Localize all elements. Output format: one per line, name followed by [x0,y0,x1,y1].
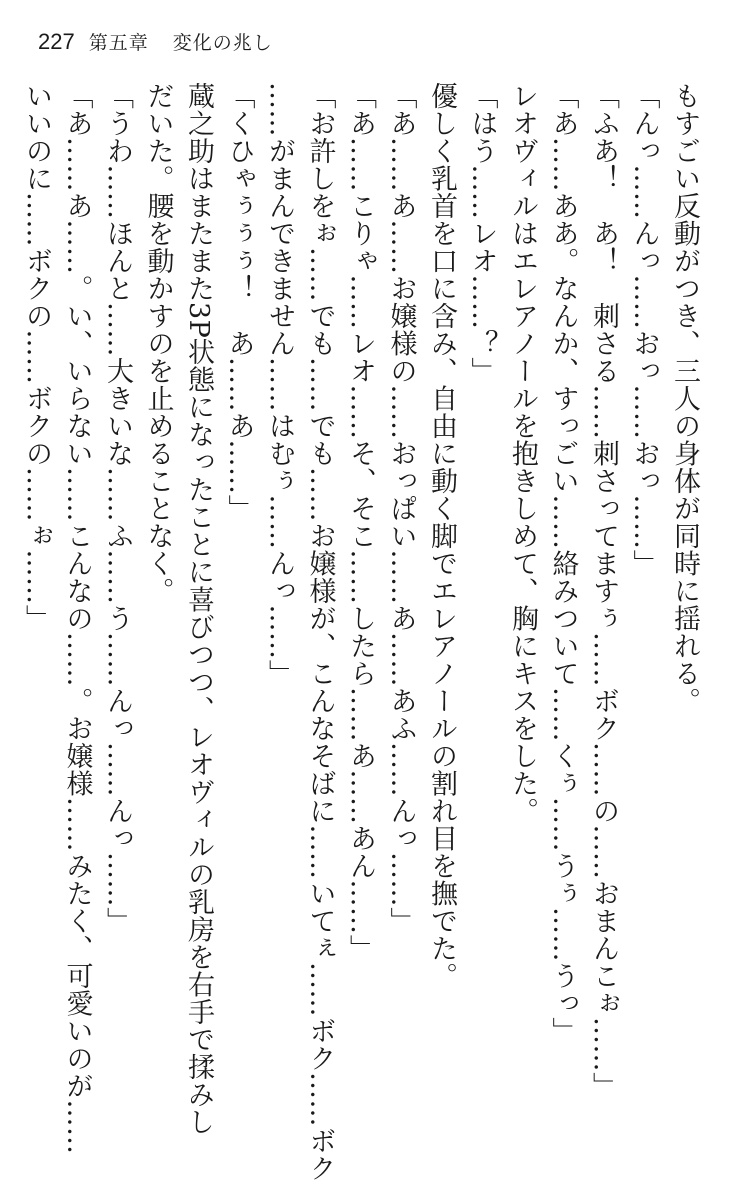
text-line-3: 「ふあ！ あ！ 刺さる……刺さってますぅ……ボク……の……おまんこぉ……」 [588,82,619,1100]
text-line-17: いいのに……ボクの……ボクの……ぉ……」 [21,82,52,632]
text-line-1: もすごい反動がつき、三人の身体が同時に揺れる。 [669,82,700,715]
text-line-16: 「あ……あ……。い、いらない……こんなの……。お嬢様……みたく、可愛いのが…… [61,82,93,1155]
section-title: 変化の兆し [172,32,273,54]
text-line-8: 「あ……あ……お嬢様の……おっぱい……あ……あふ……んっ……」 [385,82,417,935]
running-header [38,28,273,58]
text-line-10: 「お許しをぉ……でも……でも……お嬢様が、こんなそばに……いてぇ……ボク……ボク [304,82,336,1182]
text-line-11: ……がまんできません……はむぅ……んっ……」 [264,82,295,687]
page-number: 227 [38,29,75,54]
text-line-9: 「あ……こりゃ……レオ……そ、そこ……したら……あ……あん……」 [345,82,376,962]
text-line-12: 「くひゃぅぅぅ！ あ……あ……」 [223,82,255,522]
vertical-text-body [16,82,705,1182]
text-line-7: 優しく乳首を口に含み、自由に動く脚でエレアノールの割れ目を撫でた。 [426,82,457,990]
text-line-2: 「んっ……んっ……おっ……おっ……」 [628,82,660,577]
text-line-14: だいた。腰を動かすのを止めることなく。 [142,82,174,605]
text-line-4: 「あ……ああ。なんか、すっごい……絡みついて……くぅ……うぅ……うっ」 [547,82,579,1045]
text-line-6: 「はう……レオ……？」 [466,82,498,385]
text-line-5: レオヴィルはエレアノールを抱きしめて、胸にキスをした。 [507,82,538,825]
text-line-13: 蔵之助はまたまた3P状態になったことに喜びつつ、レオヴィルの乳房を右手で揉みし [183,82,214,1136]
chapter-label: 第五章 [88,32,149,54]
text-line-15: 「うわ……ほんと……大きいな……ふ……う……んっ……んっ……」 [102,82,133,935]
